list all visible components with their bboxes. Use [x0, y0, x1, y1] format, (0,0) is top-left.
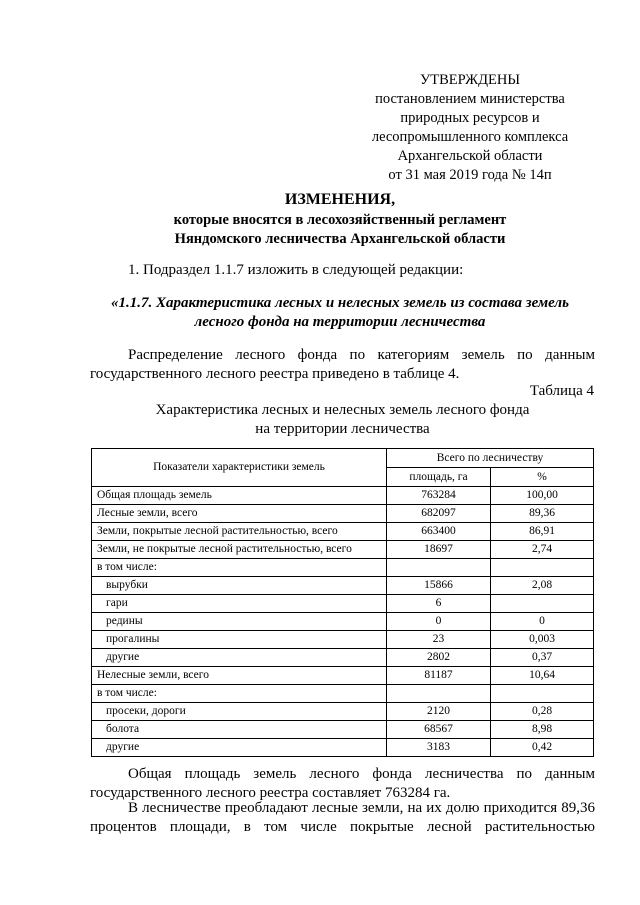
table-row [92, 721, 594, 739]
header-percent: % [491, 468, 594, 487]
row-area: 2120 [387, 703, 491, 721]
row-area: 3183 [387, 739, 491, 757]
row-area: 18697 [387, 541, 491, 559]
document-heading [90, 189, 590, 249]
row-area [387, 685, 491, 703]
table-row [92, 649, 594, 667]
row-label: болота [92, 721, 387, 739]
row-label: другие [92, 739, 387, 757]
header-indicator: Показатели характеристики земель [92, 449, 387, 487]
approval-line: постановлением министерства [375, 91, 565, 107]
row-area: 0 [387, 613, 491, 631]
item-1: 1. Подраздел 1.1.7 изложить в следующей редакции: [128, 262, 464, 278]
row-area: 682097 [387, 505, 491, 523]
header-group-total: Всего по лесничеству [387, 449, 594, 468]
approval-line: лесопромышленного комплекса [371, 129, 569, 145]
row-label: гари [92, 595, 387, 613]
document-subtitle-line: которые вносятся в лесохозяйственный регламент [173, 212, 507, 228]
section-title [90, 294, 590, 332]
table-row [92, 667, 594, 685]
table-row [92, 577, 594, 595]
row-percent: 89,36 [491, 505, 594, 523]
row-area: 6 [387, 595, 491, 613]
paragraph-distribution: Распределение лесного фонда по категориям земель по данным государственного лесного реестра приведено в таблице 4. [90, 347, 595, 382]
table-caption [90, 401, 595, 439]
table-row [92, 505, 594, 523]
row-label: вырубки [92, 577, 387, 595]
row-area: 2802 [387, 649, 491, 667]
row-percent [491, 595, 594, 613]
document-title: ИЗМЕНЕНИЯ, [284, 191, 396, 208]
land-characteristics-table [91, 448, 594, 757]
row-area [387, 559, 491, 577]
row-percent: 0,37 [491, 649, 594, 667]
row-label: Общая площадь земель [92, 487, 387, 505]
row-label: Земли, не покрытые лесной растительностью, всего [92, 541, 387, 559]
row-label: другие [92, 649, 387, 667]
document-subtitle-line: Няндомского лесничества Архангельской области [174, 231, 506, 247]
paragraph-total-area: Общая площадь земель лесного фонда лесничества по данным государственного лесного реестра составляет 763284 га. [90, 766, 595, 801]
row-percent: 0,28 [491, 703, 594, 721]
row-percent: 10,64 [491, 667, 594, 685]
header-area: площадь, га [387, 468, 491, 487]
row-area: 68567 [387, 721, 491, 739]
row-percent: 2,74 [491, 541, 594, 559]
approval-line: УТВЕРЖДЕНЫ [419, 72, 521, 88]
row-percent: 86,91 [491, 523, 594, 541]
row-percent: 0 [491, 613, 594, 631]
row-label: в том числе: [92, 685, 387, 703]
table-caption-line: на территории лесничества [255, 421, 430, 437]
table-caption-line: Характеристика лесных и нелесных земель лесного фонда [155, 402, 530, 418]
row-area: 23 [387, 631, 491, 649]
table-row [92, 487, 594, 505]
table-row [92, 739, 594, 757]
row-label: просеки, дороги [92, 703, 387, 721]
table-row [92, 685, 594, 703]
approval-line: от 31 мая 2019 года № 14п [388, 167, 552, 183]
table-row [92, 559, 594, 577]
row-label: в том числе: [92, 559, 387, 577]
row-area: 763284 [387, 487, 491, 505]
section-title-line: лесного фонда на территории лесничества [194, 314, 486, 330]
table-number: Таблица 4 [529, 383, 594, 399]
section-title-line: «1.1.7. Характеристика лесных и нелесных земель из состава земель [111, 295, 569, 311]
row-label: Нелесные земли, всего [92, 667, 387, 685]
row-label: редины [92, 613, 387, 631]
table-row [92, 541, 594, 559]
row-area: 663400 [387, 523, 491, 541]
row-area: 81187 [387, 667, 491, 685]
table-row [92, 631, 594, 649]
table-row [92, 613, 594, 631]
row-percent: 8,98 [491, 721, 594, 739]
table-row [92, 523, 594, 541]
row-label: Земли, покрытые лесной растительностью, всего [92, 523, 387, 541]
row-percent: 0,003 [491, 631, 594, 649]
row-percent [491, 559, 594, 577]
row-percent [491, 685, 594, 703]
table-row [92, 595, 594, 613]
approval-line: природных ресурсов и [400, 110, 540, 126]
paragraph-forest-share: В лесничестве преобладают лесные земли, на их долю приходится 89,36 процентов площади, в том числе покрытые лесной растительностью [90, 800, 595, 835]
row-percent: 100,00 [491, 487, 594, 505]
approval-line: Архангельской области [397, 148, 543, 164]
row-percent: 2,08 [491, 577, 594, 595]
row-label: Лесные земли, всего [92, 505, 387, 523]
row-area: 15866 [387, 577, 491, 595]
row-percent: 0,42 [491, 739, 594, 757]
approval-stamp [360, 71, 580, 185]
table-row [92, 703, 594, 721]
row-label: прогалины [92, 631, 387, 649]
